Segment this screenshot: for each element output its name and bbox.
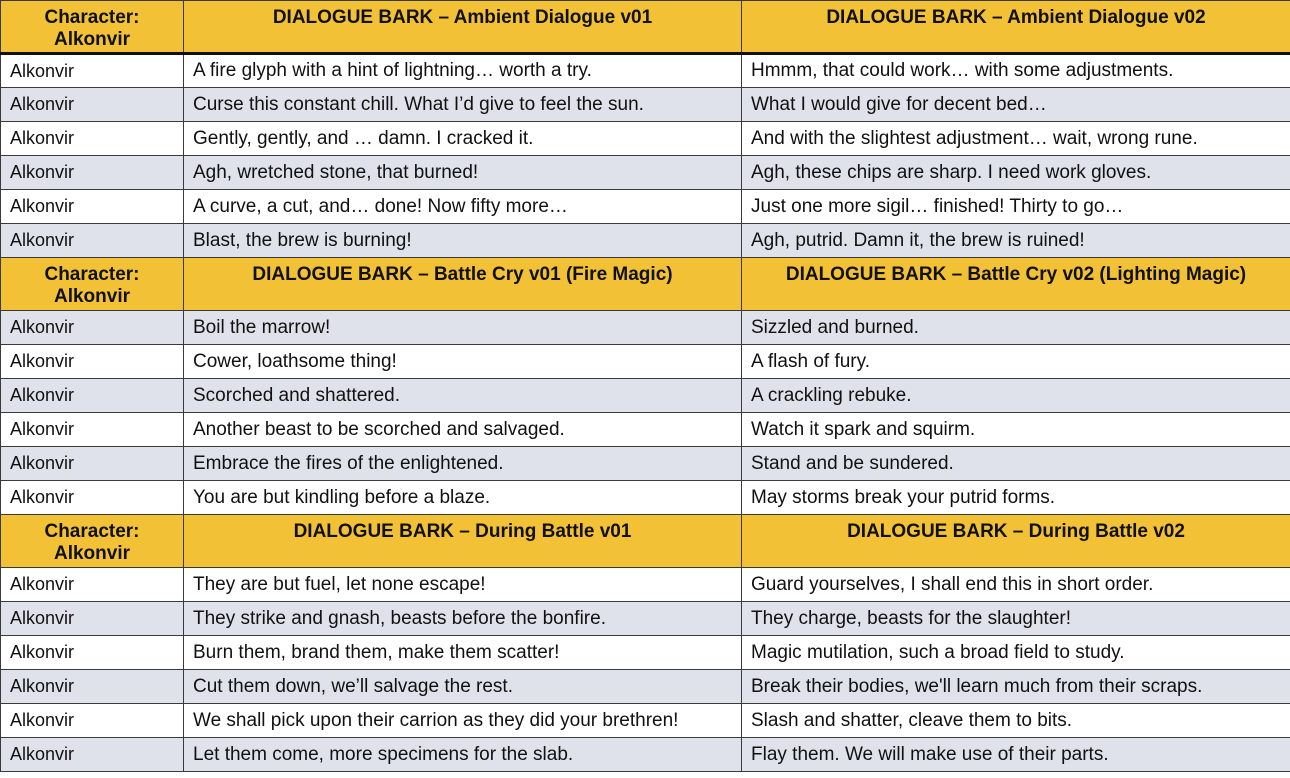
version-2-line-cell: Agh, putrid. Damn it, the brew is ruined! <box>742 224 1290 258</box>
version-2-line-cell: They charge, beasts for the slaughter! <box>742 602 1290 636</box>
character-name-cell: Alkonvir <box>1 704 184 738</box>
table-row <box>1 379 1290 413</box>
section-header-row <box>1 1 1290 54</box>
character-name-cell: Alkonvir <box>1 311 184 345</box>
version-2-line-cell: Agh, these chips are sharp. I need work gloves. <box>742 156 1290 190</box>
version-1-line-cell: Agh, wretched stone, that burned! <box>184 156 742 190</box>
version-1-line-cell: Gently, gently, and … damn. I cracked it. <box>184 122 742 156</box>
character-label-header: Character: Alkonvir <box>1 258 184 311</box>
character-name-cell: Alkonvir <box>1 122 184 156</box>
version-1-line-cell: Scorched and shattered. <box>184 379 742 413</box>
version-1-title-header: DIALOGUE BARK – During Battle v01 <box>184 515 742 568</box>
character-name-cell: Alkonvir <box>1 738 184 772</box>
version-1-line-cell: Embrace the fires of the enlightened. <box>184 447 742 481</box>
version-2-line-cell: Watch it spark and squirm. <box>742 413 1290 447</box>
version-2-line-cell: Hmmm, that could work… with some adjustments. <box>742 54 1290 88</box>
version-1-line-cell: A curve, a cut, and… done! Now fifty more… <box>184 190 742 224</box>
version-1-line-cell: Another beast to be scorched and salvaged. <box>184 413 742 447</box>
version-1-line-cell: Boil the marrow! <box>184 311 742 345</box>
table-row <box>1 311 1290 345</box>
character-name-cell: Alkonvir <box>1 568 184 602</box>
table-row <box>1 54 1290 88</box>
version-2-line-cell: A crackling rebuke. <box>742 379 1290 413</box>
character-name-cell: Alkonvir <box>1 345 184 379</box>
version-1-line-cell: They strike and gnash, beasts before the bonfire. <box>184 602 742 636</box>
dialogue-table-body <box>1 1 1290 772</box>
table-row <box>1 704 1290 738</box>
section-header-row <box>1 258 1290 311</box>
version-2-line-cell: May storms break your putrid forms. <box>742 481 1290 515</box>
version-1-line-cell: Blast, the brew is burning! <box>184 224 742 258</box>
table-row <box>1 345 1290 379</box>
version-1-title-header: DIALOGUE BARK – Ambient Dialogue v01 <box>184 1 742 54</box>
character-label-header: Character: Alkonvir <box>1 1 184 54</box>
version-1-line-cell: You are but kindling before a blaze. <box>184 481 742 515</box>
table-row <box>1 481 1290 515</box>
version-1-line-cell: Cut them down, we’ll salvage the rest. <box>184 670 742 704</box>
version-1-line-cell: Cower, loathsome thing! <box>184 345 742 379</box>
version-2-line-cell: And with the slightest adjustment… wait, wrong rune. <box>742 122 1290 156</box>
version-2-line-cell: Just one more sigil… finished! Thirty to go… <box>742 190 1290 224</box>
character-label-header: Character: Alkonvir <box>1 515 184 568</box>
table-row <box>1 568 1290 602</box>
character-name-cell: Alkonvir <box>1 224 184 258</box>
version-1-line-cell: Let them come, more specimens for the slab. <box>184 738 742 772</box>
version-2-line-cell: A flash of fury. <box>742 345 1290 379</box>
version-2-line-cell: Stand and be sundered. <box>742 447 1290 481</box>
section-header-row <box>1 515 1290 568</box>
version-2-line-cell: Sizzled and burned. <box>742 311 1290 345</box>
version-1-line-cell: Curse this constant chill. What I’d give to feel the sun. <box>184 88 742 122</box>
character-name-cell: Alkonvir <box>1 670 184 704</box>
character-name-cell: Alkonvir <box>1 379 184 413</box>
version-2-line-cell: Guard yourselves, I shall end this in short order. <box>742 568 1290 602</box>
version-2-line-cell: Flay them. We will make use of their parts. <box>742 738 1290 772</box>
version-1-title-header: DIALOGUE BARK – Battle Cry v01 (Fire Magic) <box>184 258 742 311</box>
version-2-title-header: DIALOGUE BARK – Ambient Dialogue v02 <box>742 1 1290 54</box>
table-row <box>1 122 1290 156</box>
version-2-title-header: DIALOGUE BARK – Battle Cry v02 (Lighting Magic) <box>742 258 1290 311</box>
table-row <box>1 447 1290 481</box>
character-name-cell: Alkonvir <box>1 54 184 88</box>
table-row <box>1 738 1290 772</box>
table-row <box>1 636 1290 670</box>
table-row <box>1 670 1290 704</box>
version-1-line-cell: They are but fuel, let none escape! <box>184 568 742 602</box>
character-name-cell: Alkonvir <box>1 156 184 190</box>
character-name-cell: Alkonvir <box>1 602 184 636</box>
table-row <box>1 190 1290 224</box>
version-1-line-cell: We shall pick upon their carrion as they did your brethren! <box>184 704 742 738</box>
table-row <box>1 602 1290 636</box>
character-name-cell: Alkonvir <box>1 190 184 224</box>
version-2-line-cell: Magic mutilation, such a broad field to study. <box>742 636 1290 670</box>
character-name-cell: Alkonvir <box>1 88 184 122</box>
version-2-line-cell: Break their bodies, we'll learn much from their scraps. <box>742 670 1290 704</box>
version-2-line-cell: Slash and shatter, cleave them to bits. <box>742 704 1290 738</box>
character-name-cell: Alkonvir <box>1 413 184 447</box>
table-row <box>1 88 1290 122</box>
version-2-title-header: DIALOGUE BARK – During Battle v02 <box>742 515 1290 568</box>
character-name-cell: Alkonvir <box>1 636 184 670</box>
table-row <box>1 224 1290 258</box>
version-2-line-cell: What I would give for decent bed… <box>742 88 1290 122</box>
table-row <box>1 156 1290 190</box>
character-name-cell: Alkonvir <box>1 447 184 481</box>
table-row <box>1 413 1290 447</box>
version-1-line-cell: A fire glyph with a hint of lightning… worth a try. <box>184 54 742 88</box>
version-1-line-cell: Burn them, brand them, make them scatter! <box>184 636 742 670</box>
character-name-cell: Alkonvir <box>1 481 184 515</box>
